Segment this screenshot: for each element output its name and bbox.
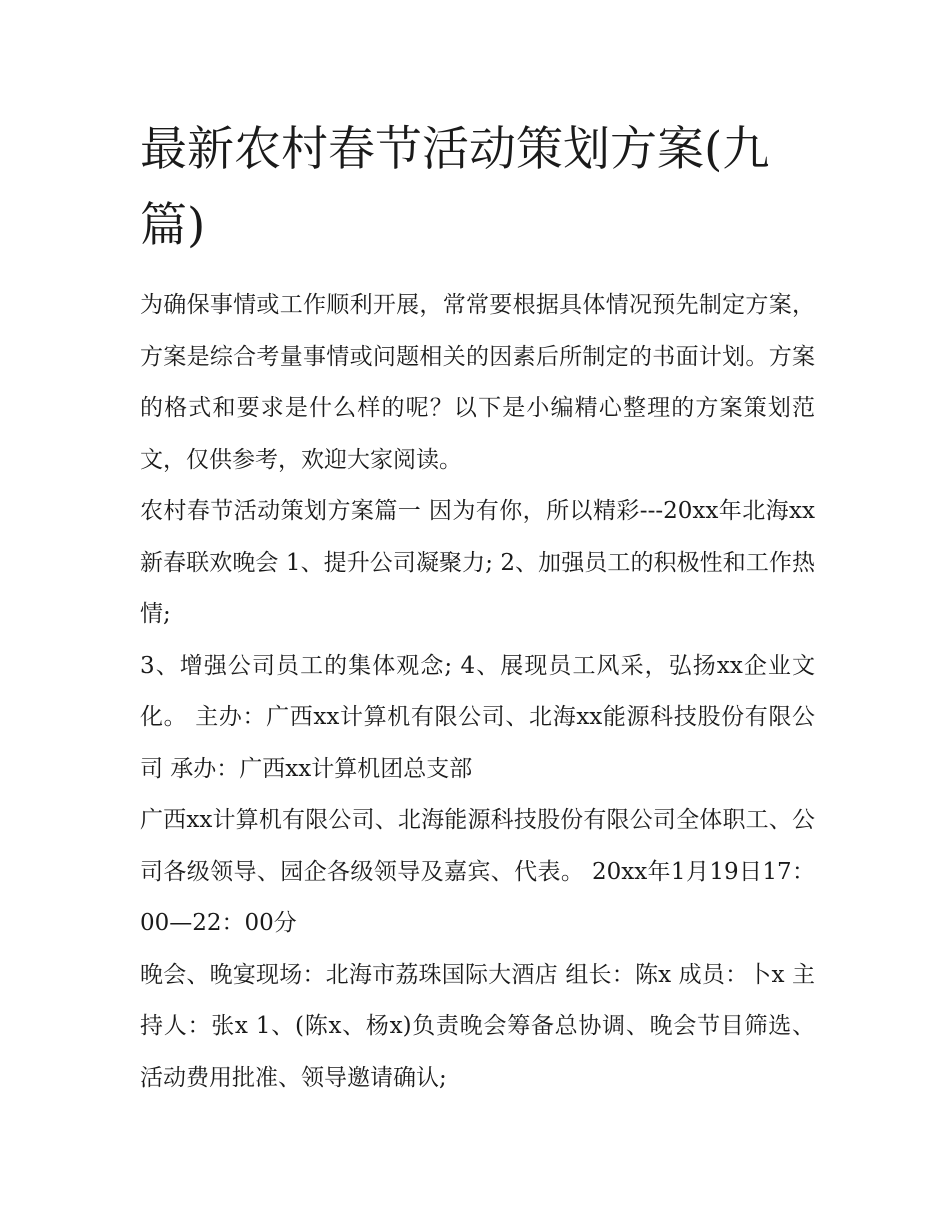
document-title: 最新农村春节活动策划方案(九篇) — [140, 122, 770, 253]
goals-organizers-paragraph: 3、增强公司员工的集体观念; 4、展现员工风采，弘扬xx企业文化。 主办：广西xx计算机有限公司、北海xx能源科技股份有限公司 承办：广西xx计算机团总支部 — [140, 652, 815, 782]
participants-time-paragraph: 广西xx计算机有限公司、北海能源科技股份有限公司全体职工、公司各级领导、园企各级领导及嘉宾、代表。 20xx年1月19日17：00—22：00分 — [140, 807, 815, 936]
venue-staff-paragraph: 晚会、晚宴现场：北海市荔珠国际大酒店 组长：陈x 成员：卜x 主持人：张x 1、(陈x、杨x)负责晚会筹备总协调、晚会节目筛选、活动费用批准、领导邀请确认; — [140, 961, 815, 1091]
plan-one-paragraph: 农村春节活动策划方案篇一 因为有你，所以精彩---20xx年北海xx新春联欢晚会 1、提升公司凝聚力; 2、加强员工的积极性和工作热情; — [140, 498, 815, 627]
document-body — [140, 280, 815, 1104]
intro-paragraph: 为确保事情或工作顺利开展，常常要根据具体情况预先制定方案，方案是综合考量事情或问题相关的因素后所制定的书面计划。方案的格式和要求是什么样的呢？以下是小编精心整理的方案策划范文，仅供参考，欢迎大家阅读。 — [140, 292, 815, 473]
